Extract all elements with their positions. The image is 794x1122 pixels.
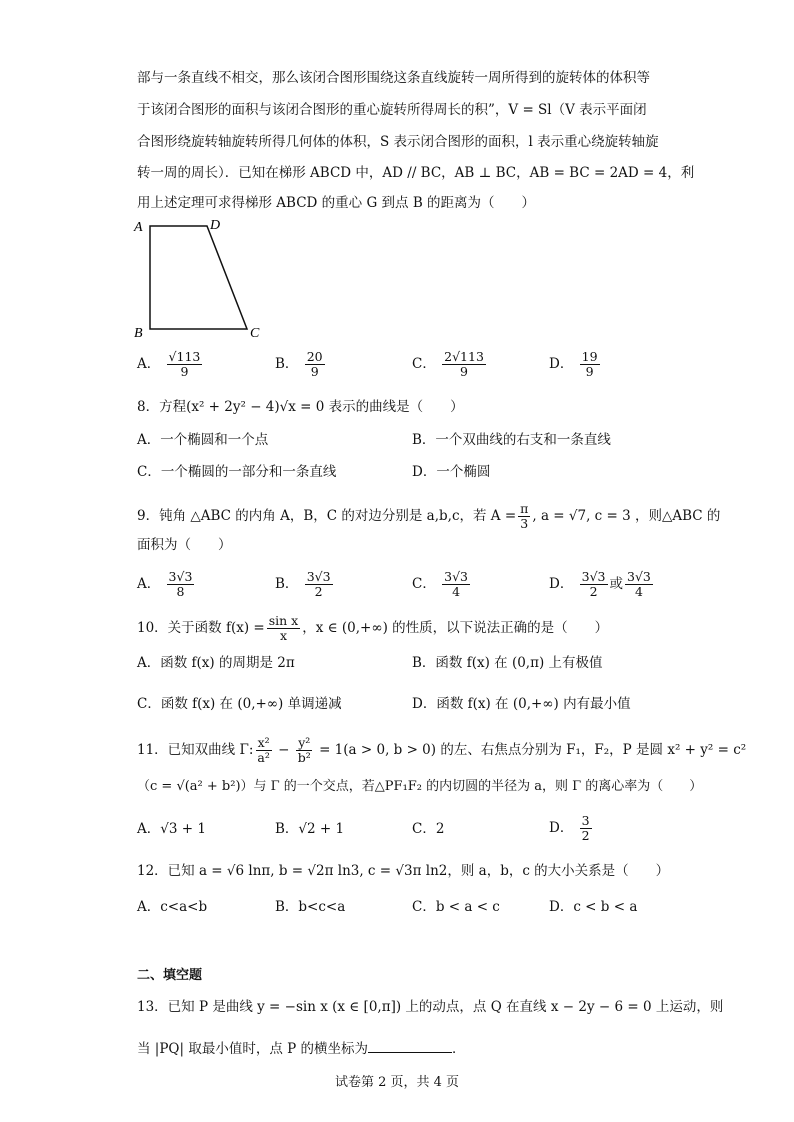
q8-option-b: B．一个双曲线的右支和一条直线 <box>412 432 611 448</box>
q9-option-b: B． $\frac{3√3}{2}$ <box>275 569 331 599</box>
q10-option-d: D．函数 f(x) 在 (0,+∞) 内有最小值 <box>412 696 631 712</box>
q8-option-a: A．一个椭圆和一个点 <box>137 432 269 448</box>
q8-option-d: D．一个椭圆 <box>412 464 491 480</box>
intro-line-3: 合图形绕旋转轴旋转所得几何体的体积，S 表示闭合图形的面积，l 表示重心绕旋转轴旋 <box>137 134 659 150</box>
q10-option-b: B．函数 f(x) 在 (0,π) 上有极值 <box>412 655 603 671</box>
trapezoid-figure <box>130 215 270 345</box>
q10-option-a: A．函数 f(x) 的周期是 2π <box>137 655 295 671</box>
q7-option-c: C． $\frac{2√113}{9}$ <box>412 349 484 379</box>
q9-stem-2: 面积为（ ） <box>137 537 232 553</box>
q11-option-a: A．√3 + 1 <box>137 821 206 837</box>
q9-stem: 9．钝角 △ABC 的内角 A，B，C 的对边分别是 a,b,c，若 A = $\frac{\pi}{3}$ , a = √7, c = 3 ，则△ABC 的 <box>137 501 721 531</box>
q11-option-d: D． $\frac{3}{2}$ <box>549 813 590 843</box>
intro-line-5: 用上述定理可求得梯形 ABCD 的重心 G 到点 B 的距离为（ ） <box>137 195 536 211</box>
intro-line-2: 于该闭合图形的面积与该闭合图形的重心旋转所得周长的积”，V = Sl（V 表示平面闭 <box>137 102 647 118</box>
q12-option-b: B．b<c<a <box>275 899 346 915</box>
q7-option-a: A． $\frac{√113}{9}$ <box>137 349 201 379</box>
q12-stem: 12．已知 a = √6 lnπ, b = √2π ln3, c = √3π ln2，则 a，b，c 的大小关系是（ ） <box>137 863 670 879</box>
q12-option-d: D．c < b < a <box>549 899 638 915</box>
q12-option-c: C．b < a < c <box>412 899 500 915</box>
q11-stem-2: （c = √(a² + b²)）与 Γ 的一个交点，若△PF₁F₂ 的内切圆的半径为 a，则 Γ 的离心率为（ ） <box>137 779 703 794</box>
section-heading: 二、填空题 <box>137 968 203 983</box>
q13-line-1: 13．已知 P 是曲线 y = −sin x (x ∈ [0,π]) 上的动点，点 Q 在直线 x − 2y − 6 = 0 上运动，则 <box>137 999 724 1015</box>
q12-option-a: A．c<a<b <box>137 899 208 915</box>
answer-blank[interactable] <box>368 1038 452 1053</box>
page-footer: 试卷第 2 页，共 4 页 <box>334 1075 460 1090</box>
q8-stem: 8．方程(x² + 2y² − 4)√x = 0 表示的曲线是（ ） <box>137 399 464 415</box>
q9-option-a: A． $\frac{3√3}{8}$ <box>137 569 193 599</box>
q10-stem: 10．关于函数 f(x) = $\frac{\text{sin x}}{x}$ ，x ∈ (0,+∞) 的性质，以下说法正确的是（ ） <box>137 613 609 643</box>
q13-line-2: 当 |PQ| 取最小值时，点 P 的横坐标为 ． <box>137 1038 466 1059</box>
q11-option-c: C．2 <box>412 821 445 837</box>
intro-line-1: 部与一条直线不相交，那么该闭合图形围绕这条直线旋转一周所得到的旋转体的体积等 <box>137 70 650 86</box>
q7-option-d: D． $\frac{19}{9}$ <box>549 349 598 379</box>
label-B: B <box>134 326 143 341</box>
q11-stem: 11．已知双曲线 Γ: $\frac{\text{x²}}{\text{a²}}$ − $\frac{\text{y²}}{\text{b²}}$ = 1(a > 0, b > 0) 的左、右焦点分别为 F₁，F₂，P 是圆 x² + y² = c² <box>137 735 747 765</box>
q8-option-c: C．一个椭圆的一部分和一条直线 <box>137 464 337 480</box>
q10-option-c: C．函数 f(x) 在 (0,+∞) 单调递减 <box>137 696 342 712</box>
q11-option-b: B．√2 + 1 <box>275 821 345 837</box>
label-A: A <box>134 220 143 235</box>
label-C: C <box>250 326 260 341</box>
q7-option-b: B． $\frac{20}{9}$ <box>275 349 323 379</box>
label-D: D <box>210 218 221 233</box>
q9-option-c: C． $\frac{3√3}{4}$ <box>412 569 469 599</box>
q9-option-d: D． $\frac{3√3}{2}$ 或 $\frac{3√3}{4}$ <box>549 569 651 599</box>
intro-line-4: 转一周的周长）．已知在梯形 ABCD 中，AD // BC，AB ⊥ BC，AB = BC = 2AD = 4，利 <box>137 165 695 181</box>
